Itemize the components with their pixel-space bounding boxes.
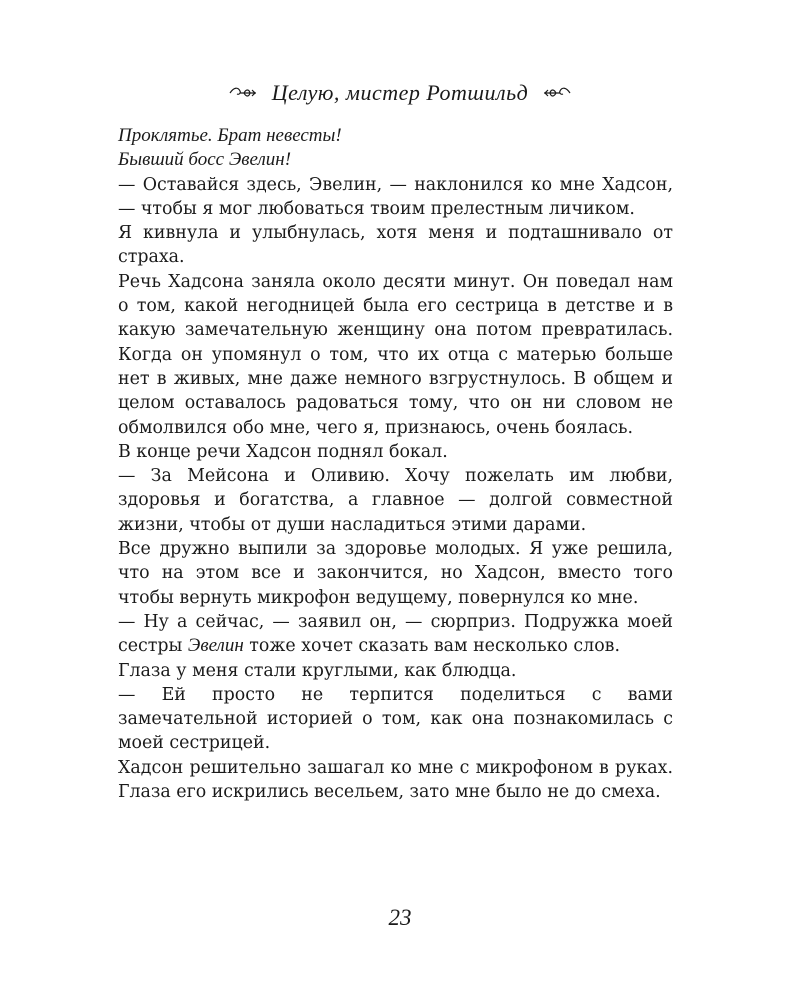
page-number: 23 [388,905,412,930]
paragraph: — За Мейсона и Оливию. Хочу пожелать им любви, здоровья и богатства, а главное — долгой совместной жизни, чтобы от души насладиться этими дарами. [118,466,673,535]
right-flourish-icon [542,84,572,102]
paragraph-text: — Ну а сейчас, — заявил он, — сюрприз. Подружка моей сестры [118,611,673,657]
paragraph: Проклятье. Брат невесты! [118,125,342,146]
paragraph [118,610,673,659]
paragraph: — Оставайся здесь, Эвелин, — наклонился ко мне Хадсон, — чтобы я мог любоваться твоим прелестным личиком. [118,174,673,219]
running-title: Целую, мистер Ротшильд [271,80,529,105]
paragraph: Глаза у меня стали круглыми, как блюдца. [118,660,517,681]
paragraph: Все дружно выпили за здоровье молодых. Я уже решила, что на этом все и закончится, но Хадсон, вместо того чтобы вернуть микрофон ведущему, повернулся ко мне. [118,539,673,608]
emphasized-name: Эвелин [187,635,244,657]
paragraph: Я кивнула и улыбнулась, хотя меня и подташнивало от страха. [118,223,673,268]
body-text [118,124,673,804]
paragraph: Речь Хадсона заняла около десяти минут. Он поведал нам о том, какой негодницей была его сестрица в детстве и в какую замечательную женщину она потом превратилась. Когда он упомянул о том, что их отца с матерью больше нет в живых, мне даже немного взгрустнулось. В общем и целом оставалось радоваться тому, что он ни словом не обмолвился обо мне, чего я, признаюсь, очень боялась. [118,271,673,438]
running-head [0,80,800,106]
paragraph: — Ей просто не терпится поделиться с вами замечательной историей о том, как она познакомилась с моей сестрицей. [118,684,673,754]
left-flourish-icon [228,84,258,102]
paragraph: Хадсон решительно зашагал ко мне с микрофоном в руках. Глаза его искрились весельем, зато мне было не до смеха. [118,757,673,803]
paragraph-text: тоже хочет сказать вам несколько слов. [243,636,620,657]
paragraph: В конце речи Хадсон поднял бокал. [118,441,448,462]
paragraph: Бывший босс Эвелин! [118,149,292,171]
